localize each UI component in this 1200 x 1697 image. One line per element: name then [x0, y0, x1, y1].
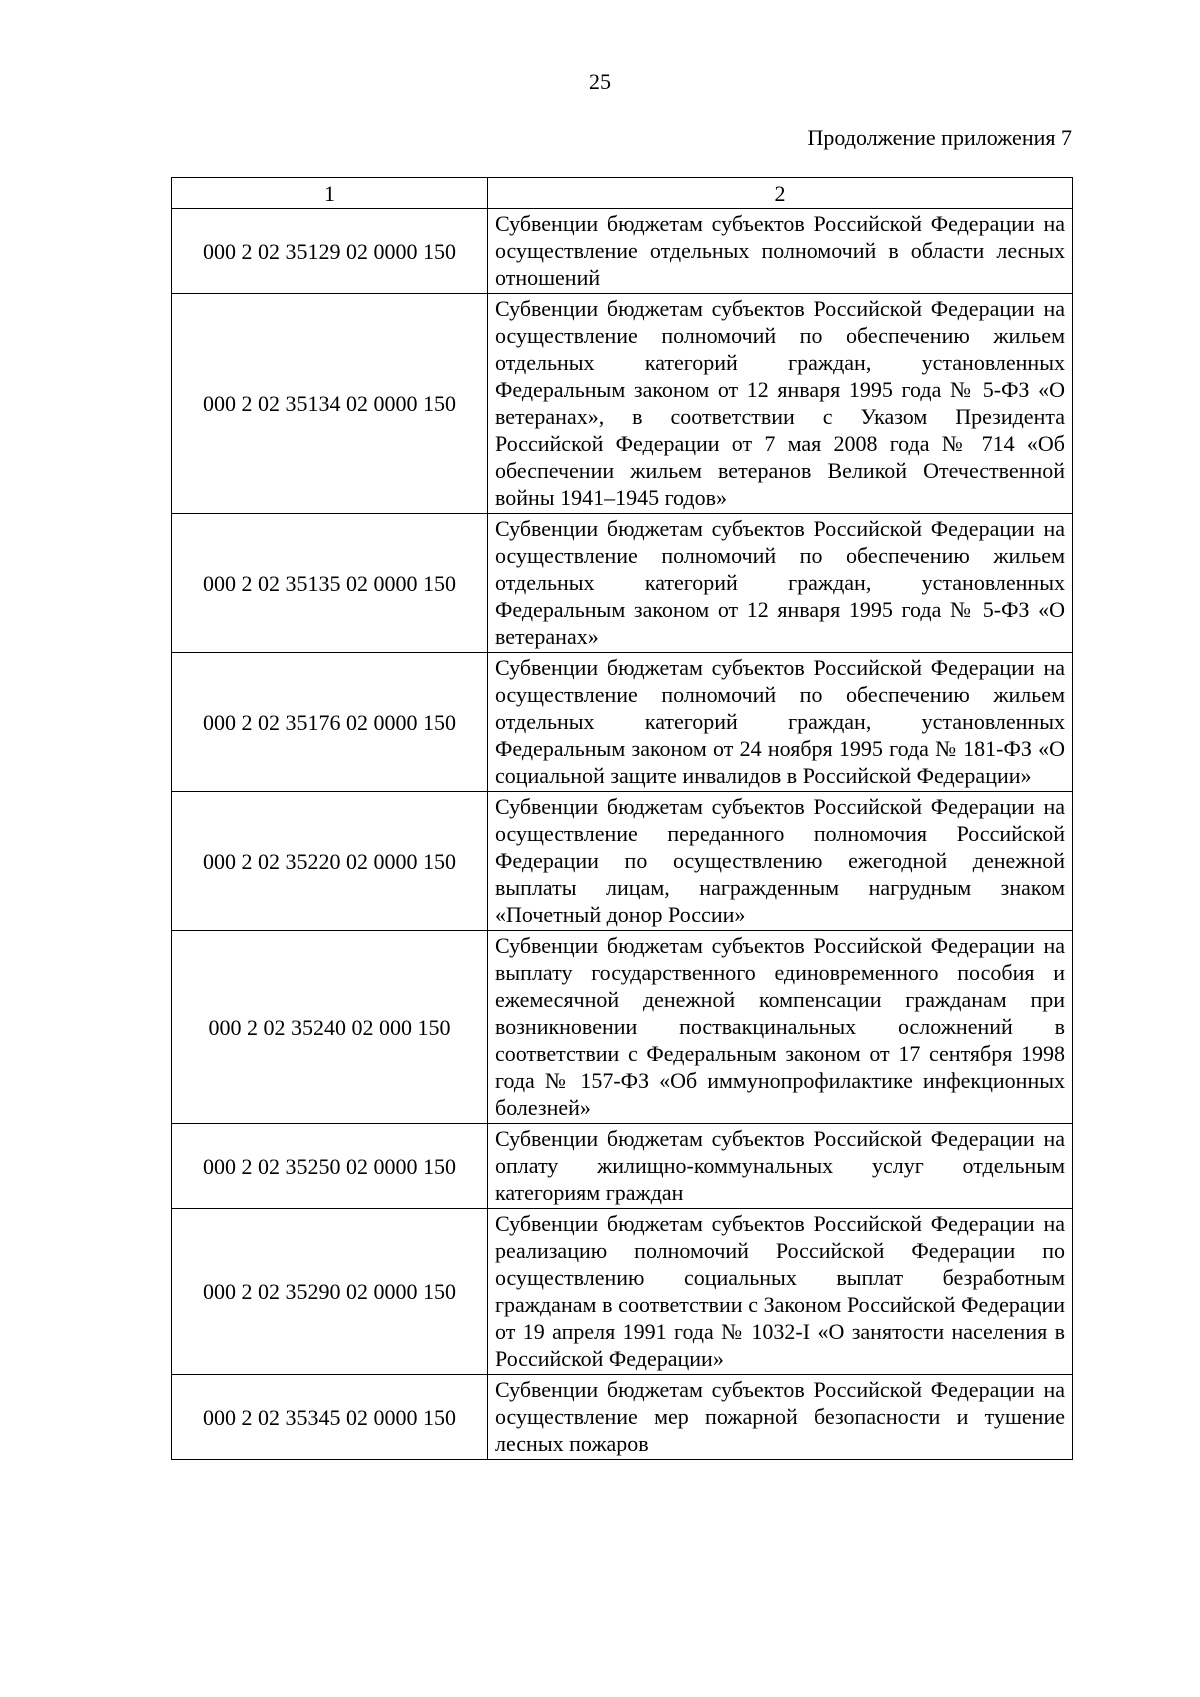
table-row [172, 792, 1073, 931]
table-row [172, 1124, 1073, 1209]
description-cell: Субвенции бюджетам субъектов Российской Федерации на осуществление полномочий по обеспечению жильем отдельных категорий граждан, установленных Федеральным законом от 12 января 1995 года № 5-ФЗ «О ветеранах» [488, 514, 1073, 653]
description-cell: Субвенции бюджетам субъектов Российской Федерации на оплату жилищно-коммунальных услуг отдельным категориям граждан [488, 1124, 1073, 1209]
budget-code-cell: 000 2 02 35135 02 0000 150 [172, 514, 488, 653]
appendix-continuation-note: Продолжение приложения 7 [807, 125, 1072, 150]
table-row [172, 514, 1073, 653]
budget-code-cell: 000 2 02 35134 02 0000 150 [172, 294, 488, 514]
table-row [172, 294, 1073, 514]
budget-code-cell: 000 2 02 35129 02 0000 150 [172, 209, 488, 294]
budget-code-cell: 000 2 02 35250 02 0000 150 [172, 1124, 488, 1209]
description-cell: Субвенции бюджетам субъектов Российской Федерации на выплату государственного единовременного пособия и ежемесячной денежной компенсации гражданам при возникновении поствакцинальных осложнений в соответствии с Федеральным законом от 17 сентября 1998 года № 157-ФЗ «Об иммунопрофилактике инфекционных болезней» [488, 931, 1073, 1124]
column-header-description: 2 [488, 178, 1073, 209]
description-cell: Субвенции бюджетам субъектов Российской Федерации на реализацию полномочий Российской Федерации по осуществлению социальных выплат безработным гражданам в соответствии с Законом Российской Федерации от 19 апреля 1991 года № 1032-I «О занятости населения в Российской Федерации» [488, 1209, 1073, 1375]
budget-code-cell: 000 2 02 35220 02 0000 150 [172, 792, 488, 931]
description-cell: Субвенции бюджетам субъектов Российской Федерации на осуществление отдельных полномочий в области лесных отношений [488, 209, 1073, 294]
description-cell: Субвенции бюджетам субъектов Российской Федерации на осуществление полномочий по обеспечению жильем отдельных категорий граждан, установленных Федеральным законом от 12 января 1995 года № 5-ФЗ «О ветеранах», в соответствии с Указом Президента Российской Федерации от 7 мая 2008 года № 714 «Об обеспечении жильем ветеранов Великой Отечественной войны 1941–1945 годов» [488, 294, 1073, 514]
table-row [172, 653, 1073, 792]
budget-code-cell: 000 2 02 35240 02 000 150 [172, 931, 488, 1124]
page-number: 25 [589, 69, 611, 94]
description-cell: Субвенции бюджетам субъектов Российской Федерации на осуществление мер пожарной безопасности и тушение лесных пожаров [488, 1375, 1073, 1460]
table-row [172, 1209, 1073, 1375]
table-row [172, 209, 1073, 294]
budget-code-cell: 000 2 02 35290 02 0000 150 [172, 1209, 488, 1375]
column-header-code: 1 [172, 178, 488, 209]
budget-code-cell: 000 2 02 35345 02 0000 150 [172, 1375, 488, 1460]
description-cell: Субвенции бюджетам субъектов Российской Федерации на осуществление полномочий по обеспечению жильем отдельных категорий граждан, установленных Федеральным законом от 24 ноября 1995 года № 181-ФЗ «О социальной защите инвалидов в Российской Федерации» [488, 653, 1073, 792]
description-cell: Субвенции бюджетам субъектов Российской Федерации на осуществление переданного полномочия Российской Федерации по осуществлению ежегодной денежной выплаты лицам, награжденным нагрудным знаком «Почетный донор России» [488, 792, 1073, 931]
table-header-row [172, 178, 1073, 209]
table-row [172, 1375, 1073, 1460]
table-row [172, 931, 1073, 1124]
budget-classification-table [171, 177, 1073, 1460]
budget-code-cell: 000 2 02 35176 02 0000 150 [172, 653, 488, 792]
